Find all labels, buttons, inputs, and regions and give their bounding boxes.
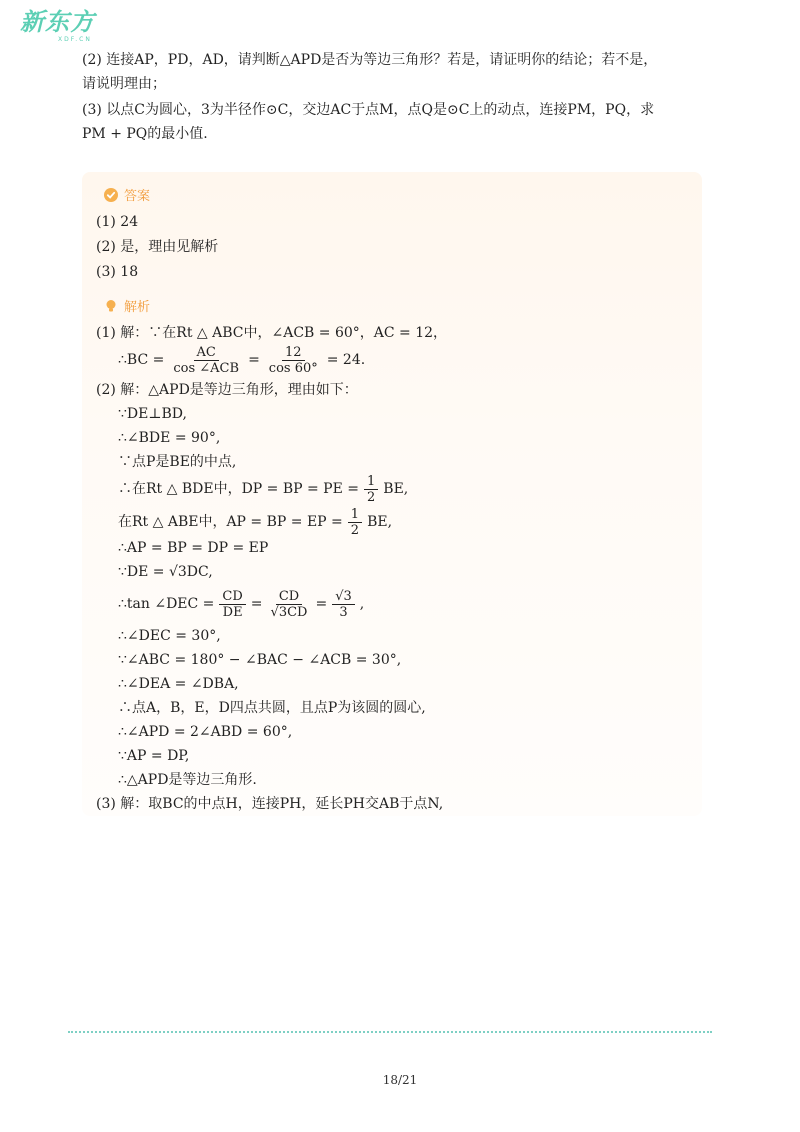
lightbulb-icon bbox=[104, 299, 118, 313]
fraction-denominator: 3 bbox=[339, 604, 348, 620]
analysis-line: ∵DE = √3DC, bbox=[118, 564, 213, 580]
fraction bbox=[332, 589, 355, 620]
analysis-line: ∴∠APD = 2∠ABD = 60°, bbox=[118, 724, 293, 740]
question-3-line-1: (3) 以点C为圆心，3为半径作⊙C，交边AC于点M，点Q是⊙C上的动点，连接PM，PQ，求 bbox=[82, 102, 655, 118]
expr-text: BE, bbox=[383, 481, 409, 497]
fraction-denominator: √3CD bbox=[270, 604, 308, 620]
analysis-line: ∵∠ABC = 180° − ∠BAC − ∠ACB = 30°, bbox=[118, 652, 402, 668]
fraction-denominator: cos 60° bbox=[268, 360, 318, 376]
answer-header-label: 答案 bbox=[124, 189, 151, 204]
expr-text: , bbox=[359, 596, 365, 612]
fraction-numerator: 1 bbox=[364, 474, 378, 490]
fraction bbox=[170, 345, 242, 376]
analysis-line: ∴∠DEA = ∠DBA, bbox=[118, 676, 239, 692]
analysis-line-fraction bbox=[118, 342, 365, 378]
question-3-line-2: PM + PQ的最小值. bbox=[82, 126, 208, 142]
fraction-numerator: 12 bbox=[282, 345, 305, 361]
answer-item-3: (3) 18 bbox=[96, 264, 139, 280]
analysis-line: (3) 解：取BC的中点H，连接PH，延长PH交AB于点N, bbox=[96, 796, 444, 812]
analysis-line: ∴△APD是等边三角形. bbox=[118, 772, 257, 788]
analysis-line: (2) 解：△APD是等边三角形，理由如下： bbox=[96, 382, 358, 398]
analysis-line: ∴点A，B，E，D四点共圆，且点P为该圆的圆心, bbox=[118, 700, 426, 716]
fraction-numerator: CD bbox=[219, 589, 245, 605]
page-number: 18/21 bbox=[382, 1073, 418, 1087]
fraction-numerator: 1 bbox=[348, 507, 362, 523]
fraction-denominator: 2 bbox=[350, 522, 360, 538]
analysis-header bbox=[104, 296, 150, 315]
expr-text: = bbox=[250, 596, 263, 612]
fraction bbox=[268, 589, 311, 620]
analysis-line: ∵DE⊥BD, bbox=[118, 406, 187, 422]
fraction-denominator: cos ∠ACB bbox=[173, 360, 240, 376]
analysis-line: ∴∠DEC = 30°, bbox=[118, 628, 221, 644]
expr-text: = 24. bbox=[326, 352, 366, 368]
analysis-header-label: 解析 bbox=[124, 300, 151, 315]
analysis-line-fraction bbox=[118, 472, 408, 506]
expr-text: 在Rt △ ABE中，AP = BP = EP = bbox=[118, 514, 343, 530]
analysis-line: ∴∠BDE = 90°, bbox=[118, 430, 221, 446]
fraction bbox=[364, 474, 378, 505]
analysis-line: ∴AP = BP = DP = EP bbox=[118, 540, 269, 556]
expr-text: = bbox=[315, 596, 328, 612]
analysis-line: ∵AP = DP, bbox=[118, 748, 190, 764]
answer-header bbox=[104, 185, 150, 204]
brand-logo bbox=[20, 10, 110, 46]
fraction-denominator: 2 bbox=[367, 489, 376, 505]
question-2-line-1: (2) 连接AP，PD，AD，请判断△APD是否为等边三角形？若是，请证明你的结论；若不是， bbox=[82, 52, 658, 68]
question-2-line-2: 请说明理由； bbox=[82, 76, 166, 92]
analysis-line-fraction bbox=[118, 583, 364, 625]
expr-text: BE, bbox=[367, 514, 393, 530]
logo-subtext: XDF.CN bbox=[58, 36, 92, 43]
expr-text: = bbox=[248, 352, 260, 368]
answer-item-2: (2) 是，理由见解析 bbox=[96, 239, 219, 255]
fraction bbox=[348, 507, 362, 538]
expr-text: ∴tan ∠DEC = bbox=[118, 596, 215, 612]
check-circle-icon bbox=[104, 188, 118, 202]
fraction-numerator: √3 bbox=[332, 589, 355, 605]
analysis-line: (1) 解：∵在Rt △ ABC中，∠ACB = 60°，AC = 12， bbox=[96, 325, 448, 341]
expr-text: ∴BC = bbox=[118, 352, 165, 368]
footer-divider bbox=[68, 1031, 712, 1033]
fraction-numerator: CD bbox=[276, 589, 302, 605]
fraction-denominator: DE bbox=[222, 604, 243, 620]
logo-text: 新东方 bbox=[20, 8, 95, 36]
expr-text: ∴在Rt △ BDE中，DP = BP = PE = bbox=[118, 481, 360, 497]
analysis-line: ∵点P是BE的中点, bbox=[118, 454, 237, 470]
fraction bbox=[219, 589, 245, 620]
analysis-line-fraction bbox=[118, 505, 392, 539]
fraction-numerator: AC bbox=[194, 345, 219, 361]
fraction bbox=[266, 345, 321, 376]
answer-item-1: (1) 24 bbox=[96, 214, 139, 230]
